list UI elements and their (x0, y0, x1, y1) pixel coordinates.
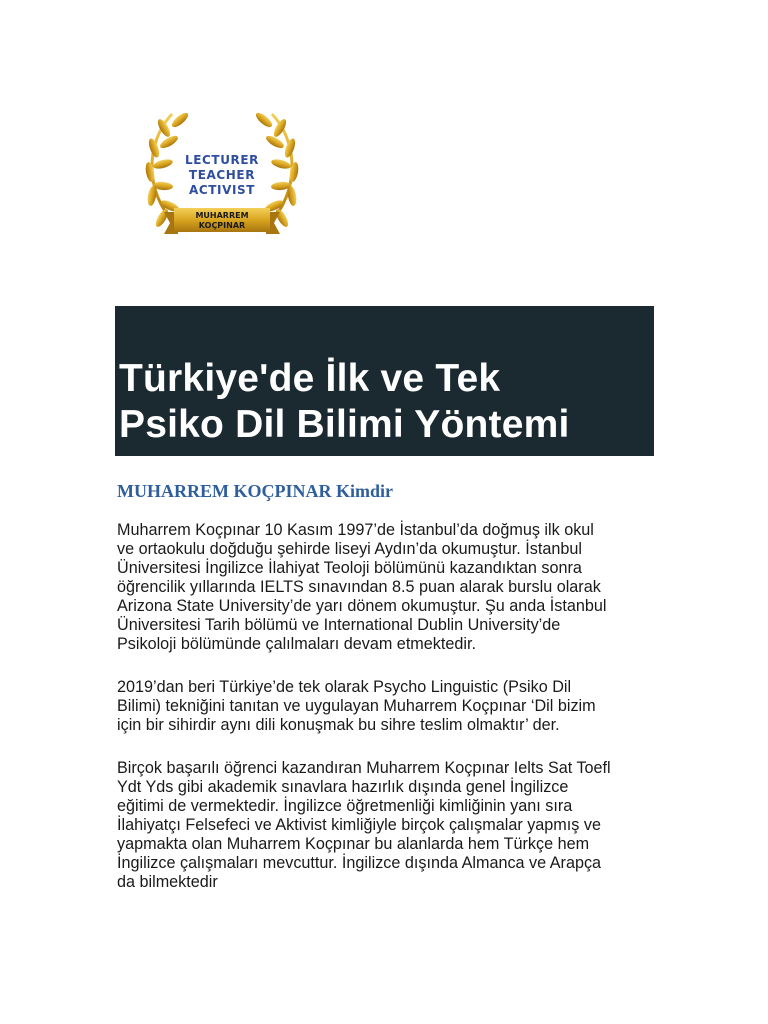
paragraph-line: 2019’dan beri Türkiye’de tek olarak Psycho Linguistic (Psiko Dil (117, 678, 572, 696)
body-text (117, 521, 657, 916)
laurel-logo (120, 84, 324, 264)
paragraph-line: Üniversitesi Tarih bölümü ve International Dublin University’de (117, 616, 561, 634)
paragraph-line: öğrencilik yıllarında IELTS sınavından 8.5 puan alarak burslu olarak (117, 578, 601, 596)
title-banner (115, 306, 654, 456)
paragraph-2 (117, 678, 657, 735)
paragraph-line: Üniversitesi İngilizce İlahiyat Teoloji bölümünü kazandıktan sonra (117, 559, 582, 577)
title-line-1: Türkiye'de İlk ve Tek (119, 357, 501, 400)
logo-line2: TEACHER (188, 168, 256, 182)
page-title (119, 356, 654, 448)
paragraph-line: için bir sihirdir aynı dili konuşmak bu sihre teslim olmaktır’ der. (117, 716, 560, 734)
paragraph-1 (117, 521, 657, 654)
logo-line1: LECTURER (184, 153, 260, 167)
paragraph-line: Muharrem Koçpınar 10 Kasım 1997’de İstanbul’da doğmuş ilk okul (117, 521, 594, 539)
paragraph-line: Ydt Yds gibi akademik sınavlara hazırlık dışında genel İngilizce (117, 778, 569, 796)
paragraph-line: Bilimi) tekniğini tanıtan ve uygulayan Muharrem Koçpınar ‘Dil bizim (117, 697, 596, 715)
paragraph-line: yapmakta olan Muharrem Koçpınar bu alanlarda hem Türkçe hem (117, 835, 590, 853)
paragraph-line: Arizona State University’de yarı dönem okumuştur. Şu anda İstanbul (117, 597, 607, 615)
ribbon-line1: MUHARREM (195, 211, 249, 220)
logo-line3: ACTIVIST (188, 183, 256, 197)
paragraph-line: da bilmektedir (117, 873, 218, 891)
paragraph-3 (117, 759, 657, 892)
paragraph-line: İlahiyatçı Felsefeci ve Aktivist kimliğiyle birçok çalışmalar yapmış ve (117, 816, 601, 834)
laurel-wreath-icon (120, 84, 324, 264)
section-heading: MUHARREM KOÇPINAR Kimdir (117, 481, 393, 501)
paragraph-line: eğitimi de vermektedir. İngilizce öğretmenliği kimliğinin yanı sıra (117, 797, 573, 815)
paragraph-line: ve ortaokulu doğduğu şehirde liseyi Aydın’da okumuştur. İstanbul (117, 540, 582, 558)
paragraph-line: Psikoloji bölümünde çalılmaları devam etmektedir. (117, 635, 476, 653)
paragraph-line: Birçok başarılı öğrenci kazandıran Muharrem Koçpınar Ielts Sat Toefl (117, 759, 611, 777)
paragraph-line: İngilizce çalışmaları mevcuttur. İngilizce dışında Almanca ve Arapça (117, 854, 602, 872)
ribbon-line2: KOÇPINAR (198, 221, 246, 230)
title-line-2: Psiko Dil Bilimi Yöntemi (119, 403, 570, 446)
